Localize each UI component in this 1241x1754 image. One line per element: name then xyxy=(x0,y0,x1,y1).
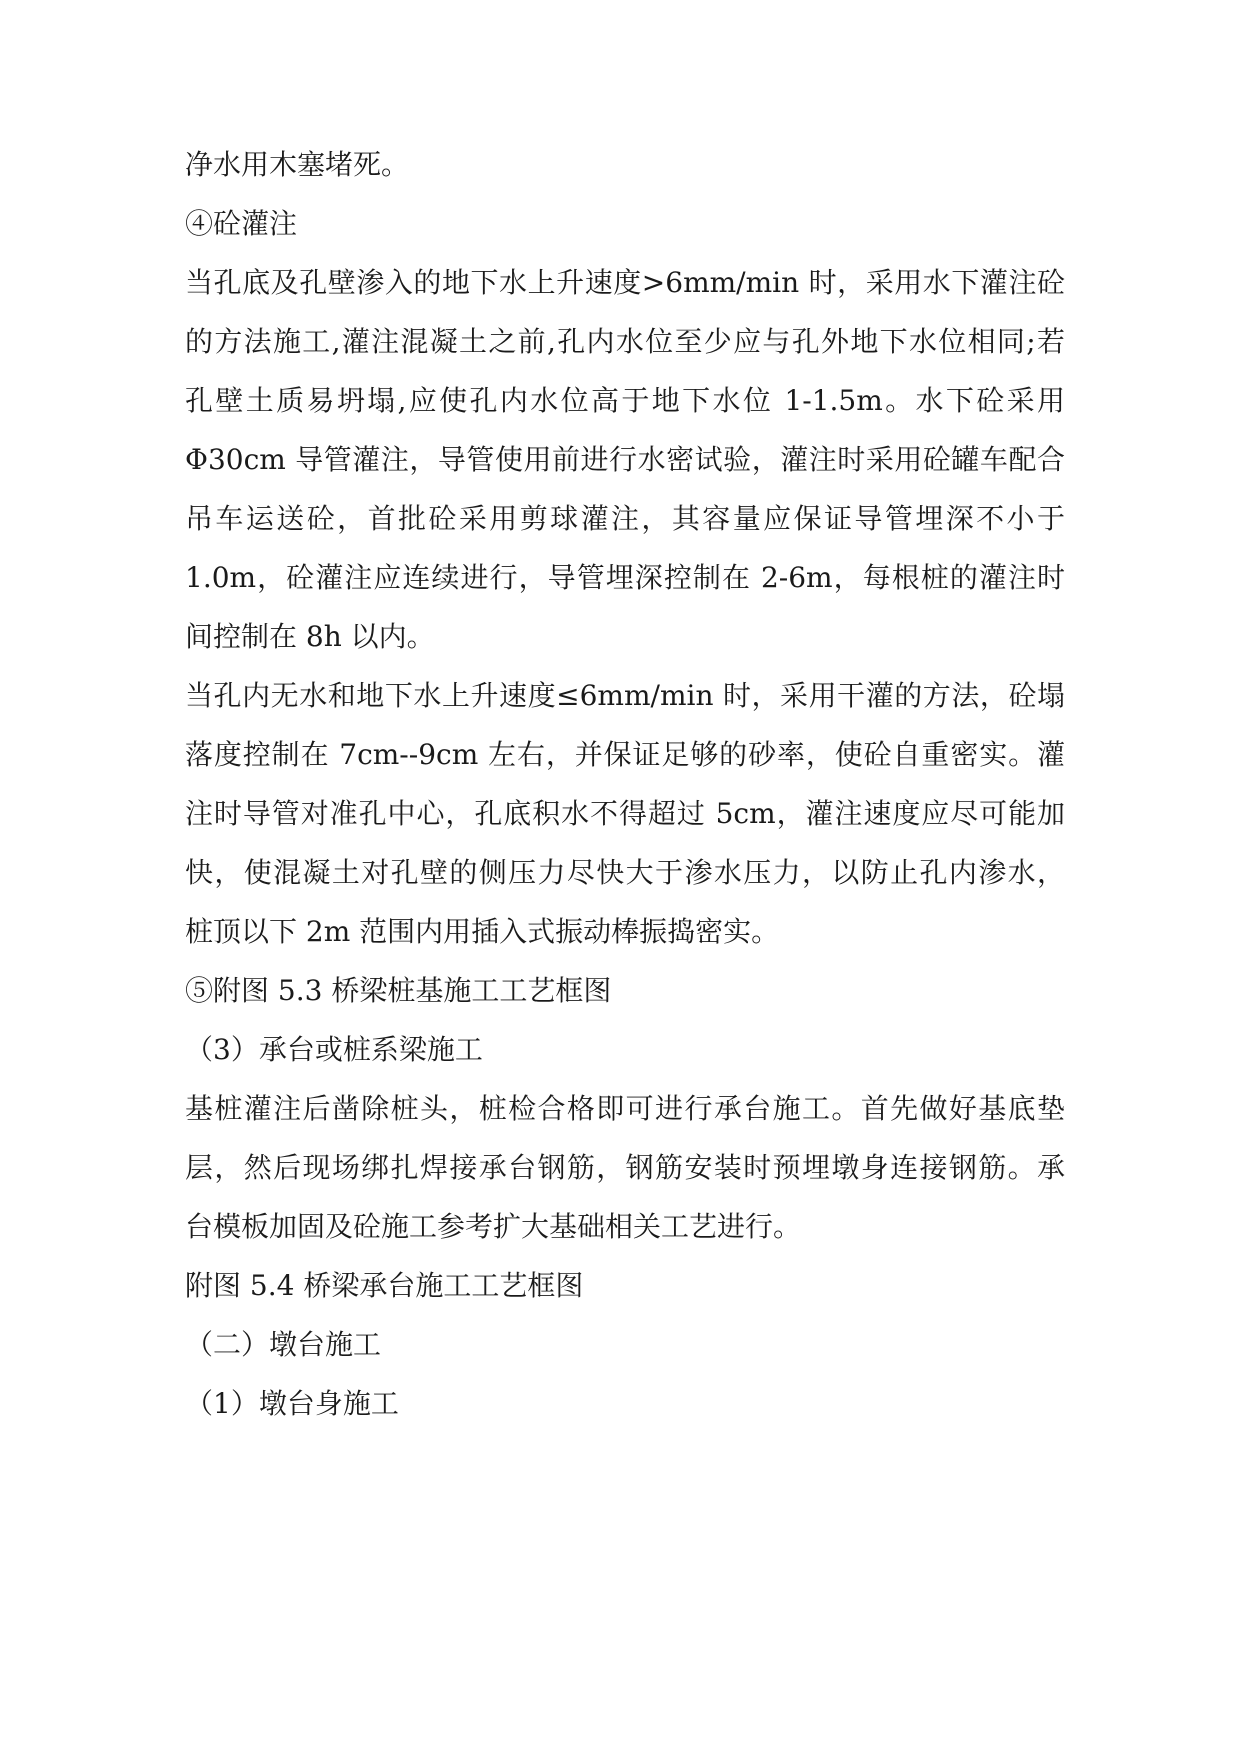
text-line: 的方法施工,灌注混凝土之前,孔内水位至少应与孔外地下水位相同;若 xyxy=(185,325,1065,358)
section-heading: ④砼灌注 xyxy=(185,207,298,240)
text-line: 吊车运送砼，首批砼采用剪球灌注，其容量应保证导管埋深不小于 xyxy=(185,502,1065,535)
figure-caption: 附图 5.4 桥梁承台施工工艺框图 xyxy=(185,1269,584,1302)
text-line: 落度控制在 7cm--9cm 左右，并保证足够的砂率，使砼自重密实。灌 xyxy=(185,738,1065,771)
text-line: 桩顶以下 2m 范围内用插入式振动棒振捣密实。 xyxy=(185,915,780,948)
text-line: 基桩灌注后凿除桩头，桩检合格即可进行承台施工。首先做好基底垫 xyxy=(185,1092,1065,1125)
text-line: 注时导管对准孔中心，孔底积水不得超过 5cm，灌注速度应尽可能加 xyxy=(185,797,1065,830)
section-heading: （1）墩台身施工 xyxy=(185,1387,399,1420)
text-line: 当孔底及孔壁渗入的地下水上升速度>6mm/min 时，采用水下灌注砼 xyxy=(185,266,1065,299)
text-line: 快，使混凝土对孔壁的侧压力尽快大于渗水压力，以防止孔内渗水， xyxy=(185,856,1065,889)
section-heading: （二）墩台施工 xyxy=(185,1328,382,1361)
figure-caption: ⑤附图 5.3 桥梁桩基施工工艺框图 xyxy=(185,974,612,1007)
text-line: 间控制在 8h 以内。 xyxy=(185,620,435,653)
text-line: Φ30cm 导管灌注，导管使用前进行水密试验，灌注时采用砼罐车配合 xyxy=(185,443,1065,476)
text-line: 台模板加固及砼施工参考扩大基础相关工艺进行。 xyxy=(185,1210,802,1243)
text-line: 当孔内无水和地下水上升速度≤6mm/min 时，采用干灌的方法，砼塌 xyxy=(185,679,1065,712)
text-line: 净水用木塞堵死。 xyxy=(185,148,410,181)
document-page xyxy=(185,0,1065,1754)
text-line: 1.0m，砼灌注应连续进行，导管埋深控制在 2-6m，每根桩的灌注时 xyxy=(185,561,1065,594)
text-line: 孔壁土质易坍塌,应使孔内水位高于地下水位 1-1.5m。水下砼采用 xyxy=(185,384,1065,417)
text-line: 层，然后现场绑扎焊接承台钢筋，钢筋安装时预埋墩身连接钢筋。承 xyxy=(185,1151,1065,1184)
section-heading: （3）承台或桩系梁施工 xyxy=(185,1033,483,1066)
